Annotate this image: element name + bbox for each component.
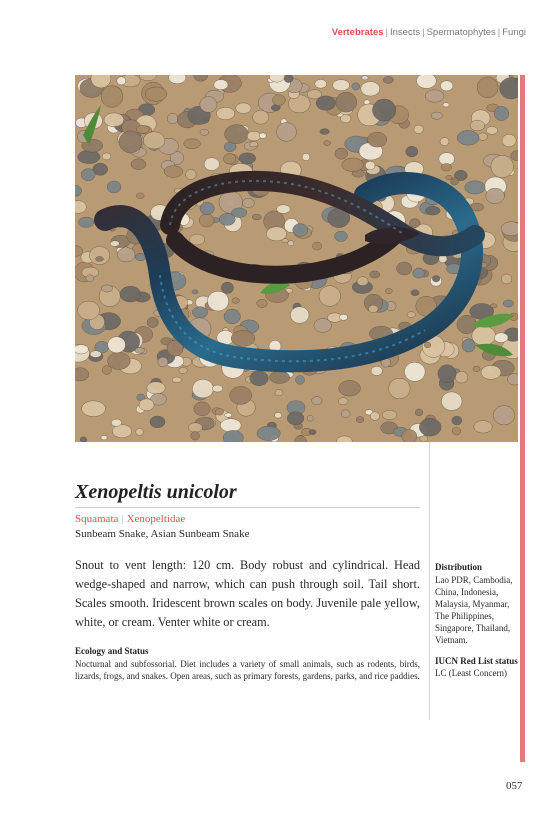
snake-photo [75, 75, 518, 442]
nav-separator: | [385, 27, 388, 38]
nav-item-insects[interactable]: Insects [390, 27, 421, 38]
iucn-status: LC (Least Concern) [435, 668, 507, 678]
species-name: Xenopeltis unicolor [75, 481, 237, 503]
nav-item-fungi[interactable]: Fungi [502, 27, 526, 38]
page-number: 057 [506, 780, 523, 792]
nav-separator: | [497, 27, 501, 38]
nav-item-vertebrates[interactable]: Vertebrates [331, 27, 384, 38]
column-divider [429, 442, 430, 720]
section-nav [332, 27, 526, 38]
iucn-heading: IUCN Red List status [435, 656, 518, 666]
taxon-family: Xenopeltidae [126, 513, 186, 525]
common-names: Sunbeam Snake, Asian Sunbeam Snake [75, 528, 250, 540]
accent-sidebar [520, 75, 525, 762]
title-divider [75, 507, 420, 508]
ecology-heading: Ecology and Status [75, 646, 149, 656]
taxon-separator: | [121, 513, 124, 525]
taxon-order: Squamata [75, 513, 119, 525]
nav-separator: | [422, 27, 425, 38]
species-description: Snout to vent length: 120 cm. Body robust and cylindrical. Head wedge-shaped and narrow, which can push through soil. Tail short. Scales smooth. Iridescent brown scales on body. Juvenile pale yellow, white, or cream. Venter white or cream. [75, 558, 420, 629]
ecology-text: Nocturnal and subfossorial. Diet includes a variety of small animals, such as rodents, birds, lizards, frogs, and snakes. Open areas, such as primary forests, gardens, parks, and rice paddies. [75, 659, 420, 681]
snake-photo-icon [75, 75, 518, 442]
nav-item-spermatophytes[interactable]: Spermatophytes [426, 27, 496, 38]
distribution-heading: Distribution [435, 562, 483, 572]
distribution-text: Lao PDR, Cambodia, China, Indonesia, Malaysia, Myanmar, The Philippines, Singapore, Thailand, Vietnam. [435, 575, 513, 645]
taxonomy [75, 513, 185, 525]
